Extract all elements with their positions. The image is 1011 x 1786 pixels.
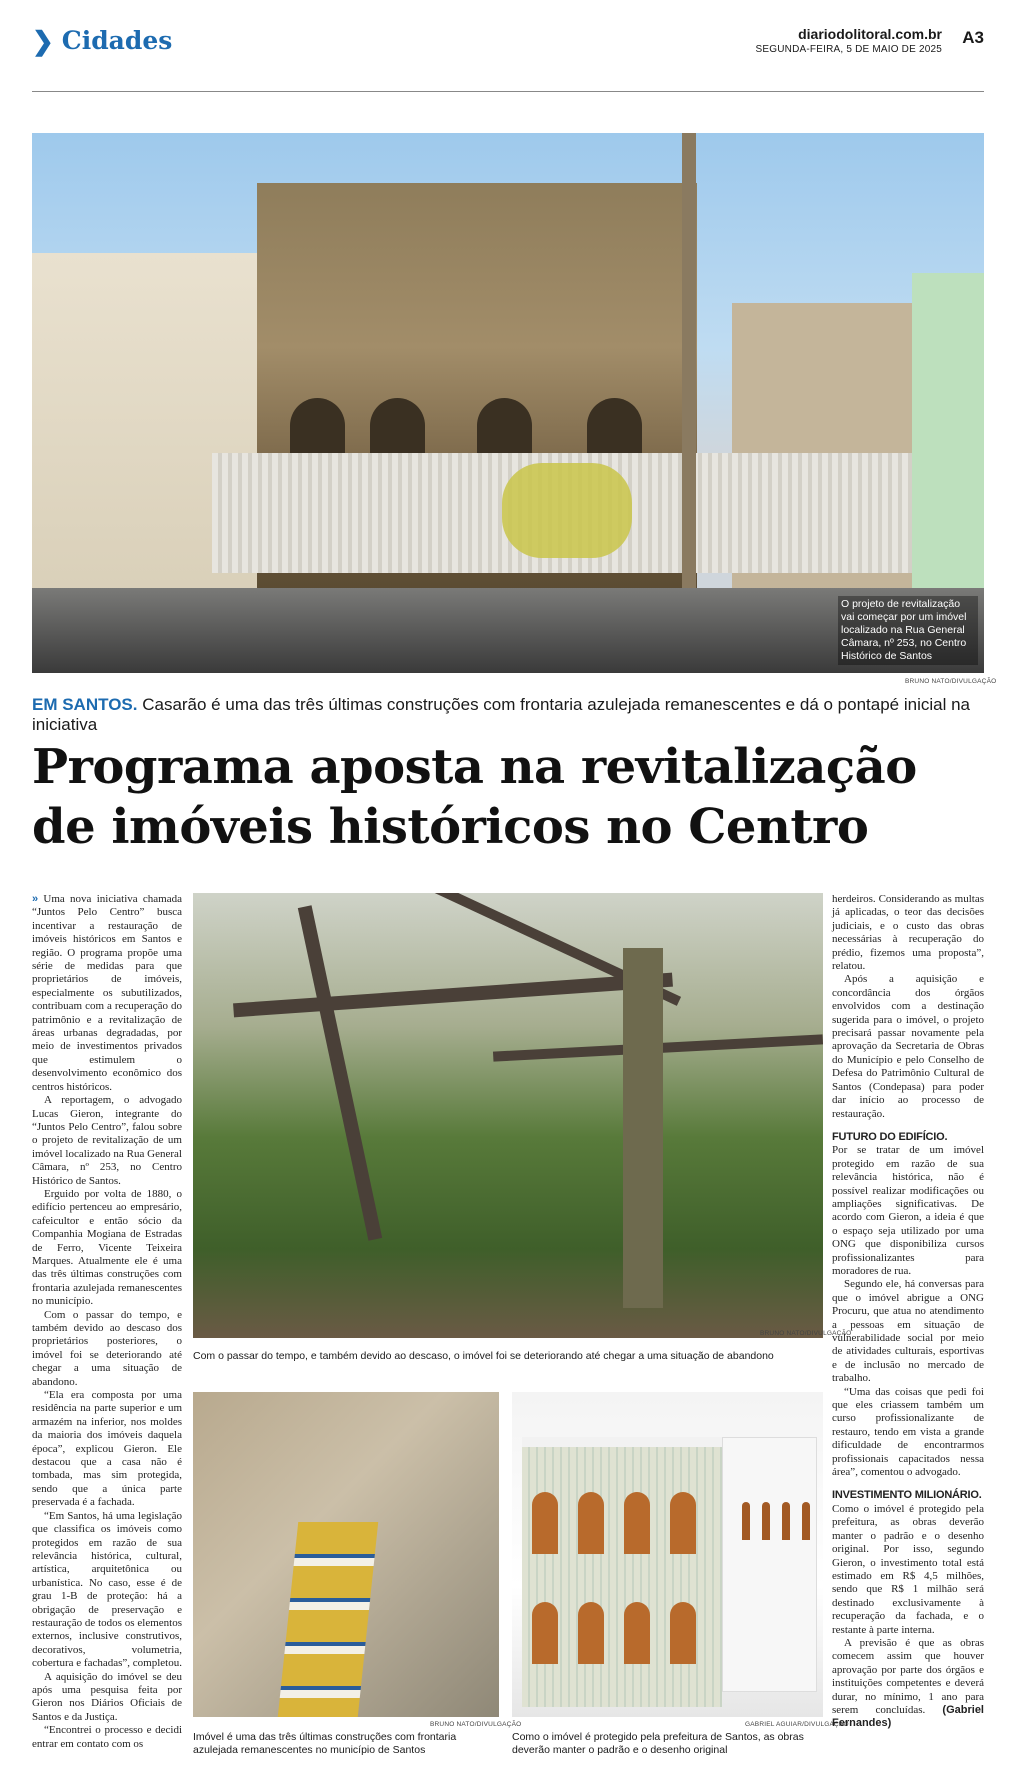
arch-window bbox=[290, 398, 345, 458]
render-door bbox=[532, 1602, 558, 1664]
render-window bbox=[782, 1502, 790, 1540]
paragraph: Com o passar do tempo, e também devido ao descaso dos proprietários posteriores, o imóvel foi se deteriorando até chegar a uma situação de abandono. bbox=[32, 1308, 182, 1388]
paragraph: A aquisição do imóvel se deu após uma pesquisa feita por Gieron nos Diários Oficiais de Santos e da Justiça. bbox=[32, 1670, 182, 1723]
paragraph: “Em Santos, há uma legislação que classifica os imóveis como protegidos em razão de sua relevância histórica, cultural, artística, arquitetônica ou urbanística. No caso, esse é de grau 1-B de proteção: há a obrigação de preservação e restauração de todos os elementos externos, inclusive construtivos, decorativos, volumetria, cobertura e fachadas”, completou. bbox=[32, 1509, 182, 1670]
paragraph: A previsão é que as obras comecem assim que houver aprovação por parte dos órgãos e instituições competentes e deverá durar, no mínimo, 1 ano para serem concluídas. (Gabriel Fernandes) bbox=[832, 1636, 984, 1730]
render-door bbox=[624, 1602, 650, 1664]
graffiti bbox=[502, 463, 632, 558]
azulejo-tiles bbox=[278, 1522, 378, 1717]
section-label bbox=[32, 26, 172, 55]
render-window bbox=[762, 1502, 770, 1540]
middle-photo bbox=[193, 893, 823, 1338]
render-window bbox=[802, 1502, 810, 1540]
arch-window bbox=[587, 398, 642, 458]
paragraph: “Uma das coisas que pedi foi que eles criassem também um curso profissionalizante de restauro, tendo em vista a grande dificuldade de encontrarmos profissionais capacitados nessa área”, comentou o advogado. bbox=[832, 1385, 984, 1479]
paragraph: Após a aquisição e concordância dos órgãos envolvidos com a destinação sugerida para o imóvel, o projeto precisará passar novamente pela aprovação da Secretaria de Obras do Município e pelo Conselho de Defesa do Patrimônio Cultural de Santos (Condepasa) para poder dar início ao processo de restauração. bbox=[832, 973, 984, 1120]
article-column-3 bbox=[832, 893, 984, 1731]
render-door bbox=[624, 1492, 650, 1554]
kicker-text: Casarão é uma das três últimas construções com frontaria azulejada remanescentes e dá o pontapé inicial na iniciativa bbox=[32, 695, 970, 734]
chevron-right-icon: ❯ bbox=[32, 25, 54, 56]
paragraph: A reportagem, o advogado Lucas Gieron, integrante do “Juntos Pelo Centro”, falou sobre o projeto de revitalização de um imóvel localizado na Rua General Câmara, nº 253, no Centro Histórico de Santos. bbox=[32, 1094, 182, 1187]
issue-date: SEGUNDA-FEIRA, 5 DE MAIO DE 2025 bbox=[755, 44, 942, 55]
section-name: Cidades bbox=[61, 26, 173, 55]
render-window bbox=[742, 1502, 750, 1540]
header-divider bbox=[32, 91, 984, 92]
render-side-wall bbox=[722, 1437, 817, 1692]
article-headline: Programa aposta na revitalização de imóveis históricos no Centro bbox=[32, 739, 917, 855]
kicker-label: EM SANTOS. bbox=[32, 695, 138, 714]
subheading: INVESTIMENTO MILIONÁRIO. bbox=[832, 1489, 982, 1502]
paragraph: » Uma nova iniciativa chamada “Juntos Pelo Centro” busca incentivar a restauração de imóveis históricos em Santos e região. O programa propõe uma série de medidas para que proprietários de imóveis, especialmente os subutilizados, contribuam com a recuperação do patrimônio e a revitalização de áreas urbanas degradadas, por meio de investimentos privados que estimulem o desenvolvimento econômico dos centros históricos. bbox=[32, 893, 183, 1093]
render-credit: GABRIEL AGUIAR/DIVULGAÇÃO bbox=[745, 1721, 849, 1728]
paragraph: “Encontrei o processo e decidi entrar em contato com os bbox=[32, 1724, 182, 1750]
render-caption: Como o imóvel é protegido pela prefeitura de Santos, as obras deverão manter o padrão e o desenho original bbox=[512, 1731, 804, 1756]
iron-beam bbox=[298, 905, 382, 1240]
paragraph: Erguido por volta de 1880, o edifício pertenceu ao empresário, cafeicultor e então sócio da Companhia Mogiana de Estradas de Ferro, Vicente Teixeira Marques. Atualmente ele é uma das três últimas construções com frontaria azulejada remanescentes no município. bbox=[32, 1187, 182, 1308]
top-photo bbox=[32, 133, 984, 673]
render-facade bbox=[522, 1437, 722, 1707]
subheading: FUTURO DO EDIFÍCIO. bbox=[832, 1130, 948, 1143]
arch-window bbox=[477, 398, 532, 458]
tiles-photo-caption: Imóvel é uma das três últimas construções com frontaria azulejada remanescentes no município de Santos bbox=[193, 1731, 457, 1756]
render-door bbox=[578, 1602, 604, 1664]
article-column-1 bbox=[32, 893, 182, 1751]
render-door bbox=[578, 1492, 604, 1554]
paragraph: “Ela era composta por uma residência na parte superior e um armazém na inferior, nos moldes da maioria dos imóveis daquela época”, explicou Gieron. Ele destacou que a casa não é tombada, mas sim protegida, sendo que a única parte preservada é a fachada. bbox=[32, 1389, 182, 1509]
paragraph: herdeiros. Considerando as multas já aplicadas, o teor das decisões judiciais, e o custo das obras necessárias à recuperação do prédio, fizemos uma proposta”, relatou. bbox=[832, 893, 984, 973]
tiles-photo-credit: BRUNO NATO/DIVULGAÇÃO bbox=[430, 1721, 522, 1728]
site-name: diariodolitoral.com.br bbox=[798, 26, 942, 42]
paragraph: Segundo ele, há conversas para que o imóvel abrigue a ONG Procuru, que atua no atendimento a pessoas em situação de vulnerabilidade social por meio de atividades culturais, esportivas e de inclusão no mercado de trabalho. bbox=[832, 1278, 984, 1385]
page-header bbox=[32, 22, 984, 62]
restoration-render bbox=[512, 1392, 823, 1717]
tiles-photo bbox=[193, 1392, 499, 1717]
top-photo-caption: O projeto de revitalização vai começar por um imóvel localizado na Rua General Câmara, nº 253, no Centro Histórico de Santos bbox=[838, 596, 978, 665]
utility-pole bbox=[682, 133, 696, 593]
top-photo-credit: BRUNO NATO/DIVULGAÇÃO bbox=[905, 678, 997, 685]
middle-photo-credit: BRUNO NATO/DIVULGAÇÃO bbox=[760, 1330, 852, 1337]
arch-window bbox=[370, 398, 425, 458]
render-door bbox=[670, 1492, 696, 1554]
paragraph: Como o imóvel é protegido pela prefeitura, as obras deverão manter o padrão e o desenho original. Por isso, segundo Gieron, o investimento total está estimado em R$ 4,5 milhões, sendo que R$ 1 milhão será destinado exclusivamente à recuperação da fachada, e o restante à parte interna. bbox=[832, 1502, 984, 1636]
render-door bbox=[532, 1492, 558, 1554]
iron-beam bbox=[233, 973, 673, 1018]
render-door bbox=[670, 1602, 696, 1664]
paragraph: Por se tratar de um imóvel protegido em razão de sua relevância histórica, não é possível realizar modificações ou ampliações significativas. De acordo com Gieron, a ideia é que o espaço seja utilizado por uma ONG que disponibiliza cursos profissionalizantes para moradores de rua. bbox=[832, 1144, 984, 1277]
article-kicker bbox=[32, 695, 984, 735]
stone-pillar bbox=[623, 948, 663, 1308]
lead-marker-icon: » bbox=[32, 893, 39, 905]
byline: (Gabriel Fernandes) bbox=[832, 1703, 984, 1730]
middle-photo-caption: Com o passar do tempo, e também devido ao descaso, o imóvel foi se deteriorando até chegar a uma situação de abandono bbox=[193, 1350, 774, 1362]
page-number: A3 bbox=[962, 28, 984, 47]
